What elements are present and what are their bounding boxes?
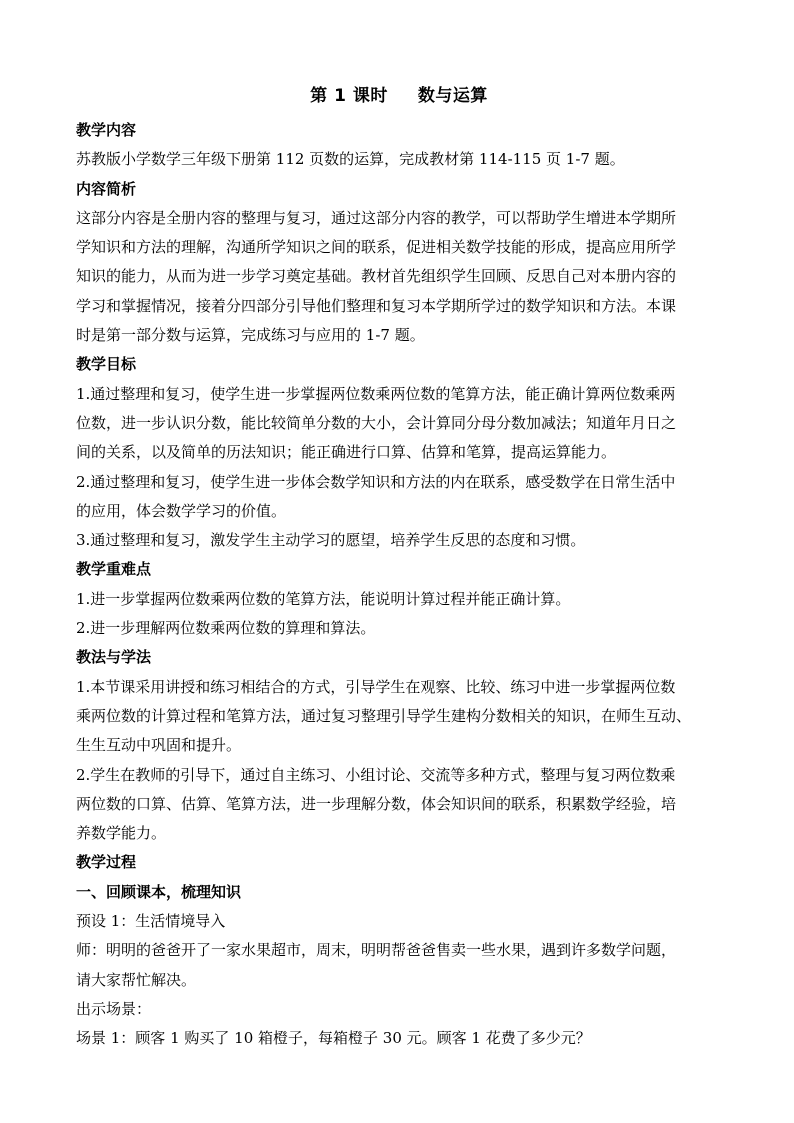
paragraph-line: 1.本节课采用讲授和练习相结合的方式，引导学生在观察、比较、练习中进一步掌握两位数 bbox=[76, 677, 676, 696]
section-heading-key-points: 教学重难点 bbox=[76, 560, 152, 579]
paragraph-line: 2.学生在教师的引导下，通过自主练习、小组讨论、交流等多种方式，整理与复习两位数乘 bbox=[76, 765, 676, 784]
paragraph-line: 生生互动中巩固和提升。 bbox=[76, 736, 242, 755]
section-heading-content-analysis: 内容简析 bbox=[76, 179, 137, 198]
section-heading-teaching-content: 教学内容 bbox=[76, 121, 137, 139]
paragraph-line: 预设 1：生活情境导入 bbox=[76, 912, 226, 931]
paragraph-line: 2.进一步理解两位数乘两位数的算理和算法。 bbox=[76, 619, 376, 638]
paragraph-line: 学知识和方法的理解，沟通所学知识之间的联系，促进相关数学技能的形成，提高应用所学 bbox=[76, 238, 677, 257]
paragraph-line: 1.进一步掌握两位数乘两位数的笔算方法，能说明计算过程并能正确计算。 bbox=[76, 589, 571, 608]
paragraph-line: 时是第一部分数与运算，完成练习与应用的 1-7 题。 bbox=[76, 326, 425, 345]
paragraph-line: 知识的能力，从而为进一步学习奠定基础。教材首先组织学生回顾、反思自己对本册内容的 bbox=[76, 267, 677, 286]
paragraph-line: 养数学能力。 bbox=[76, 824, 167, 843]
paragraph-line: 师：明明的爸爸开了一家水果超市，周末，明明帮爸爸售卖一些水果，遇到许多数学问题， bbox=[76, 941, 677, 960]
paragraph-line: 的应用，体会数学学习的价值。 bbox=[76, 501, 287, 520]
subsection-heading-review: 一、回顾课本，梳理知识 bbox=[76, 882, 242, 901]
paragraph-line: 1.通过整理和复习，使学生进一步掌握两位数乘两位数的笔算方法，能正确计算两位数乘两 bbox=[76, 384, 676, 403]
paragraph-line: 位数，进一步认识分数，能比较简单分数的大小，会计算同分母分数加减法；知道年月日之 bbox=[76, 413, 677, 432]
paragraph-line: 乘两位数的计算过程和笔算方法，通过复习整理引导学生建构分数相关的知识，在师生互动、 bbox=[76, 706, 692, 725]
paragraph-line: 苏教版小学数学三年级下册第 112 页数的运算，完成教材第 114-115 页 1-7 题。 bbox=[76, 150, 625, 169]
paragraph-line: 出示场景： bbox=[76, 999, 152, 1018]
title-lesson-number: 第 1 课时 bbox=[310, 86, 388, 106]
paragraph-line: 3.通过整理和复习，激发学生主动学习的愿望，培养学生反思的态度和习惯。 bbox=[76, 531, 586, 550]
section-heading-methods: 教法与学法 bbox=[76, 648, 152, 667]
paragraph-line: 2.通过整理和复习，使学生进一步体会数学知识和方法的内在联系，感受数学在日常生活中 bbox=[76, 472, 676, 491]
paragraph-line: 间的关系，以及简单的历法知识；能正确进行口算、估算和笔算，提高运算能力。 bbox=[76, 443, 617, 462]
paragraph-line: 这部分内容是全册内容的整理与复习，通过这部分内容的教学，可以帮助学生增进本学期所 bbox=[76, 208, 677, 227]
title-topic: 数与运算 bbox=[417, 86, 488, 106]
paragraph-line: 学习和掌握情况，接着分四部分引导他们整理和复习本学期所学过的数学知识和方法。本课 bbox=[76, 296, 677, 315]
paragraph-line: 两位数的口算、估算、笔算方法，进一步理解分数，体会知识间的联系，积累数学经验，培 bbox=[76, 794, 677, 813]
paragraph-line: 请大家帮忙解决。 bbox=[76, 970, 197, 989]
page-title bbox=[76, 82, 722, 110]
paragraph-line: 场景 1：顾客 1 购买了 10 箱橙子，每箱橙子 30 元。顾客 1 花费了多少元？ bbox=[76, 1029, 591, 1048]
section-heading-teaching-goals: 教学目标 bbox=[76, 355, 137, 374]
section-heading-teaching-process: 教学过程 bbox=[76, 853, 137, 872]
